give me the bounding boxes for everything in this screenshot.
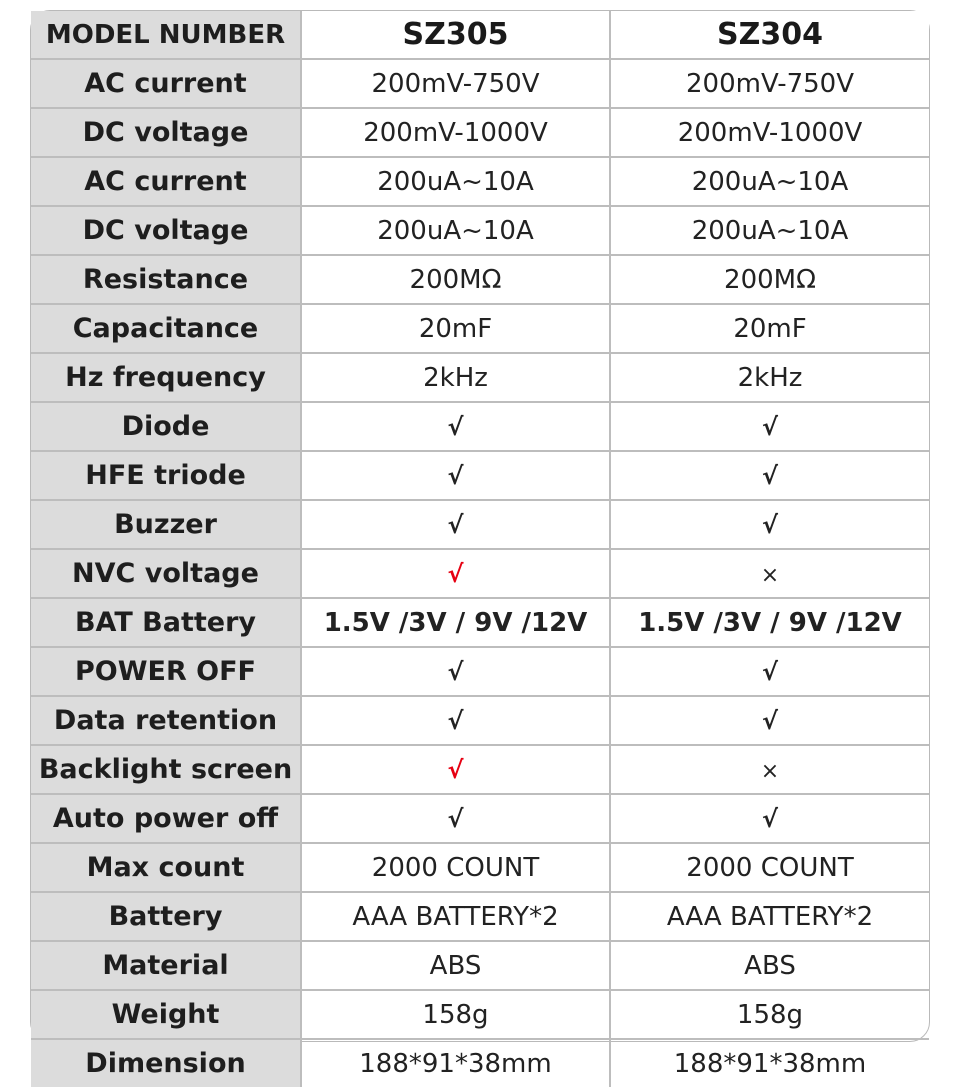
sz304-value [610,745,929,794]
sz304-value: 200uA~10A [610,206,929,255]
check-icon: √ [761,461,778,490]
row-label: Diode [31,402,301,451]
check-icon: √ [761,657,778,686]
row-label: NVC voltage [31,549,301,598]
sz305-value [301,794,610,843]
row-label: Dimension [31,1039,301,1087]
row-label: Resistance [31,255,301,304]
spec-table [31,11,929,1087]
sz304-value: 2kHz [610,353,929,402]
table-row [31,451,929,500]
row-label: Battery [31,892,301,941]
table-row [31,157,929,206]
sz305-value: 200uA~10A [301,157,610,206]
table-row [31,59,929,108]
sz305-value [301,402,610,451]
sz304-value: 20mF [610,304,929,353]
red-check-icon: √ [447,559,464,588]
sz305-value: AAA BATTERY*2 [301,892,610,941]
sz304-value: ABS [610,941,929,990]
sz305-value [301,696,610,745]
sz304-value [610,696,929,745]
row-label: POWER OFF [31,647,301,696]
spec-comparison-table [30,10,930,1079]
check-icon: √ [761,510,778,539]
sz305-value: 200mV-1000V [301,108,610,157]
table-row [31,892,929,941]
row-label: Data retention [31,696,301,745]
table-row [31,843,929,892]
sz304-value [610,402,929,451]
table-row [31,1039,929,1087]
model-sz304-header: SZ304 [610,11,929,59]
row-label: Hz frequency [31,353,301,402]
table-header-row [31,11,929,59]
sz305-value [301,745,610,794]
sz304-value [610,451,929,500]
check-icon: √ [761,412,778,441]
sz305-value: 2kHz [301,353,610,402]
sz305-value [301,549,610,598]
table-row [31,647,929,696]
sz305-value: 200MΩ [301,255,610,304]
sz304-value [610,647,929,696]
table-row [31,500,929,549]
model-number-header: MODEL NUMBER [31,11,301,59]
model-sz305-header: SZ305 [301,11,610,59]
check-icon: √ [447,412,464,441]
table-row [31,598,929,647]
check-icon: √ [447,706,464,735]
sz304-value: 158g [610,990,929,1039]
table-row [31,402,929,451]
check-icon: √ [761,706,778,735]
sz305-value [301,500,610,549]
sz304-value: 200mV-1000V [610,108,929,157]
table-row [31,990,929,1039]
sz304-value: 200mV-750V [610,59,929,108]
table-row [31,549,929,598]
table-row [31,206,929,255]
row-label: Backlight screen [31,745,301,794]
cross-icon: × [760,758,780,784]
check-icon: √ [447,461,464,490]
sz305-value: 158g [301,990,610,1039]
table-row [31,794,929,843]
row-label: Max count [31,843,301,892]
check-icon: √ [447,510,464,539]
table-row [31,696,929,745]
table-row [31,108,929,157]
check-icon: √ [761,804,778,833]
sz304-value: 2000 COUNT [610,843,929,892]
row-label: Material [31,941,301,990]
sz304-value [610,500,929,549]
sz304-value [610,794,929,843]
sz304-value: 188*91*38mm [673,1048,867,1079]
row-label: BAT Battery [31,598,301,647]
check-icon: √ [447,657,464,686]
row-label: AC current [31,59,301,108]
sz304-value [610,549,929,598]
table-row [31,255,929,304]
row-label: AC current [31,157,301,206]
table-row [31,353,929,402]
row-label: Weight [31,990,301,1039]
table-row [31,941,929,990]
row-label: DC voltage [31,206,301,255]
sz304-value: AAA BATTERY*2 [610,892,929,941]
cross-icon: × [760,562,780,588]
sz304-value: 200uA~10A [610,157,929,206]
table-row [31,304,929,353]
sz305-value: 1.5V /3V / 9V /12V [301,598,610,647]
sz304-value: 1.5V /3V / 9V /12V [610,598,929,647]
row-label: Auto power off [31,794,301,843]
row-label: HFE triode [31,451,301,500]
sz305-value: 188*91*38mm [301,1039,610,1087]
sz305-value [301,451,610,500]
sz305-value: ABS [301,941,610,990]
sz305-value [301,647,610,696]
red-check-icon: √ [447,755,464,784]
table-row [31,745,929,794]
row-label: Capacitance [31,304,301,353]
sz305-value: 20mF [301,304,610,353]
sz305-value: 200uA~10A [301,206,610,255]
check-icon: √ [447,804,464,833]
sz305-value: 2000 COUNT [301,843,610,892]
row-label: DC voltage [31,108,301,157]
row-label: Buzzer [31,500,301,549]
sz305-value: 200mV-750V [301,59,610,108]
sz304-value: 200MΩ [610,255,929,304]
